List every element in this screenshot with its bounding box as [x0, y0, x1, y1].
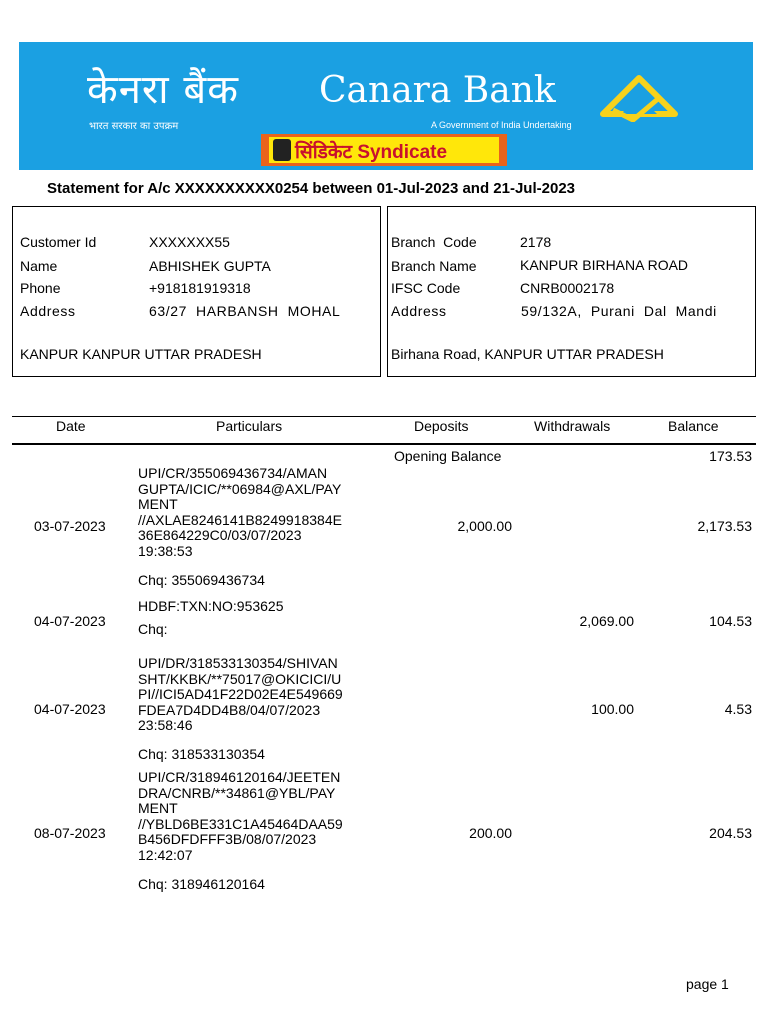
bank-name-hindi: केनरा बैंक: [87, 67, 239, 113]
name-label: Name: [20, 258, 58, 274]
page-number: page 1: [686, 976, 729, 992]
syndicate-logo: [261, 134, 507, 166]
row1-date: 03-07-2023: [34, 518, 106, 534]
row1-line: 36E864229C0/03/07/2023: [138, 527, 302, 543]
row4-line: DRA/CNRB/**34861@YBL/PAY: [138, 784, 336, 801]
syndicate-english: Syndicate: [357, 142, 448, 163]
row1-line: GUPTA/ICIC/**06984@AXL/PAY: [138, 480, 342, 497]
name-value: ABHISHEK GUPTA: [149, 258, 271, 274]
row2-withdrawal: 2,069.00: [579, 613, 634, 629]
customer-id-label: Customer Id: [20, 234, 97, 250]
row3-line: SHT/KKBK/**75017@OKICICI/U: [138, 670, 342, 687]
row4-line: //YBLD6BE331C1A45464DAA59: [138, 815, 343, 832]
row3-line: 23:58:46: [138, 717, 193, 733]
branch-address-label: Address: [391, 303, 447, 319]
bank-tagline-hindi: भारत सरकार का उपक्रम: [89, 121, 179, 132]
branch-code-value: 2178: [520, 234, 552, 250]
row1-line: 19:38:53: [138, 542, 193, 559]
syndicate-emblem-icon: [273, 139, 291, 161]
address-line2: KANPUR KANPUR UTTAR PRADESH: [20, 346, 262, 362]
bank-tagline: A Government of India Undertaking: [431, 120, 572, 130]
syndicate-hindi: सिंडिकेट: [295, 142, 353, 163]
header-deposits: Deposits: [414, 418, 469, 434]
table-header-rule: [12, 443, 756, 445]
header-particulars: Particulars: [216, 418, 283, 434]
ifsc-label: IFSC Code: [391, 280, 461, 296]
row3-date: 04-07-2023: [34, 701, 106, 717]
opening-balance-value: 173.53: [709, 448, 752, 464]
row2-line: HDBF:TXN:NO:953625: [138, 598, 284, 614]
row4-line: MENT: [138, 800, 178, 816]
row2-balance: 104.53: [709, 613, 752, 629]
table-top-rule: [12, 416, 756, 417]
branch-address-value: 59/132A, Purani Dal Mandi: [521, 303, 717, 319]
branch-details-box: [387, 206, 756, 377]
row1-particulars: [138, 466, 366, 589]
address-label: Address: [20, 303, 76, 319]
branch-name-label: Branch Name: [391, 258, 477, 274]
row1-line: //AXLAE8246141B8249918384E: [138, 511, 342, 528]
branch-code-label: Branch Code: [391, 234, 477, 250]
row3-line: PI//ICI5AD41F22D02E4E549669: [138, 686, 343, 702]
row2-cheque: Chq:: [138, 620, 168, 637]
opening-balance-label: Opening Balance: [394, 448, 502, 464]
row1-balance: 2,173.53: [697, 518, 752, 534]
customer-details-box: [12, 206, 381, 377]
row4-deposit: 200.00: [469, 825, 512, 841]
row1-cheque: Chq: 355069436734: [138, 572, 265, 588]
row4-date: 08-07-2023: [34, 825, 106, 841]
row1-line: MENT: [138, 496, 178, 512]
header-withdrawals: Withdrawals: [534, 418, 611, 434]
row1-line: UPI/CR/355069436734/AMAN: [138, 465, 328, 481]
bank-name: Canara Bank: [319, 70, 556, 111]
row3-particulars: [138, 656, 366, 762]
syndicate-label: [295, 138, 447, 164]
row2-particulars: [138, 599, 366, 637]
row3-line: FDEA7D4DD4B8/04/07/2023: [138, 701, 321, 718]
customer-id-value: XXXXXXX55: [149, 234, 230, 250]
branch-address-line2: Birhana Road, KANPUR UTTAR PRADESH: [391, 346, 664, 362]
header-date: Date: [56, 418, 86, 434]
header-balance: Balance: [668, 418, 719, 434]
branch-name-value: KANPUR BIRHANA ROAD: [520, 257, 689, 273]
phone-value: +918181919318: [149, 280, 251, 296]
row3-line: UPI/DR/318533130354/SHIVAN: [138, 655, 338, 671]
row4-particulars: [138, 770, 366, 893]
row1-deposit: 2,000.00: [457, 518, 512, 534]
row3-cheque: Chq: 318533130354: [138, 745, 265, 762]
row4-line: 12:42:07: [138, 846, 193, 863]
row3-withdrawal: 100.00: [591, 701, 634, 717]
row4-line: B456DFDFFF3B/08/07/2023: [138, 831, 317, 847]
ifsc-value: CNRB0002178: [520, 280, 615, 296]
statement-title: Statement for A/c XXXXXXXXXX0254 between 01-Jul-2023 and 21-Jul-2023: [47, 180, 576, 197]
bank-header-banner: [19, 42, 753, 170]
canara-logo-icon: [599, 74, 679, 122]
row3-balance: 4.53: [724, 701, 752, 717]
row4-cheque: Chq: 318946120164: [138, 876, 265, 892]
row4-balance: 204.53: [709, 825, 752, 841]
row2-date: 04-07-2023: [34, 613, 106, 629]
row4-line: UPI/CR/318946120164/JEETEN: [138, 769, 341, 785]
address-value: 63/27 HARBANSH MOHAL: [149, 303, 341, 319]
phone-label: Phone: [20, 280, 61, 296]
